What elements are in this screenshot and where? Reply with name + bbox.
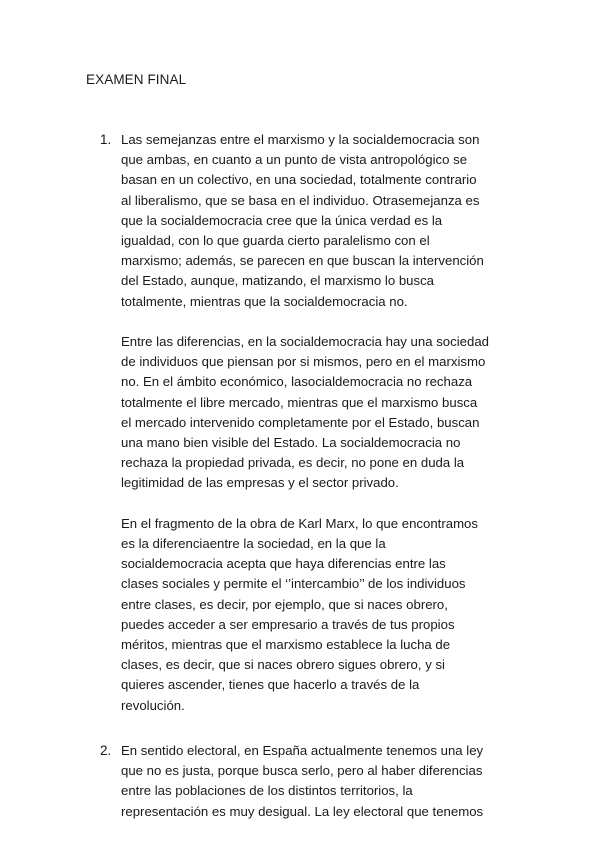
text-line: marxismo; además, se parecen en que buscan la intervención <box>121 253 484 269</box>
text-line: revolución. <box>121 697 185 713</box>
text-line: Entre las diferencias, en la socialdemocracia hay una sociedad <box>121 334 489 350</box>
text-line: del Estado, aunque, matizando, el marxismo lo busca <box>121 273 435 289</box>
text-line: que ambas, en cuanto a un punto de vista antropológico se <box>121 152 468 168</box>
text-line: socialdemocracia acepta que haya diferencias entre las <box>121 556 446 572</box>
paragraph <box>121 514 513 716</box>
text-line: entre clases, es decir, por ejemplo, que si naces obrero, <box>121 596 448 612</box>
text-line: méritos, mientras que el marxismo establece la lucha de <box>121 637 451 653</box>
text-line: totalmente, mientras que la socialdemocracia no. <box>121 293 408 309</box>
paragraph <box>121 130 513 312</box>
text-line: Las semejanzas entre el marxismo y la socialdemocracia son <box>121 132 480 147</box>
text-line: al liberalismo, que se basa en el individuo. Otrasemejanza es <box>121 192 480 208</box>
text-line: es la diferenciaentre la sociedad, en la que la <box>121 536 386 552</box>
text-line: clases, es decir, que si naces obrero sigues obrero, y si <box>121 657 445 673</box>
page-title: EXAMEN FINAL <box>86 72 187 87</box>
list-item-number: 1. <box>100 132 112 147</box>
list-item-body <box>121 130 513 736</box>
text-line: de individuos que piensan por si mismos, pero en el marxismo <box>121 354 486 370</box>
text-line: el mercado intervenido completamente por el Estado, buscan <box>121 414 480 430</box>
text-line: que la socialdemocracia cree que la única verdad es la <box>121 212 443 228</box>
text-line: quieres ascender, tienes que hacerlo a través de la <box>121 677 420 693</box>
text-line: rechaza la propiedad privada, es decir, no pone en duda la <box>121 455 465 471</box>
text-line: En el fragmento de la obra de Karl Marx, lo que encontramos <box>121 515 478 531</box>
text-line: igualdad, con lo que guarda cierto paralelismo con el <box>121 233 430 249</box>
text-line: totalmente el libre mercado, mientras que el marxismo busca <box>121 394 478 410</box>
list-item-number: 2. <box>100 743 112 758</box>
text-line: En sentido electoral, en España actualmente tenemos una ley <box>121 743 484 758</box>
text-line: basan en un colectivo, en una sociedad, totalmente contrario <box>121 172 477 188</box>
text-line: clases sociales y permite el ‘’intercambio’’ de los individuos <box>121 576 466 592</box>
text-line: entre las poblaciones de los distintos territorios, la <box>121 783 413 799</box>
text-line: no. En el ámbito económico, lasocialdemocracia no rechaza <box>121 374 473 390</box>
text-line: una mano bien visible del Estado. La socialdemocracia no <box>121 435 461 451</box>
paragraph <box>121 332 513 494</box>
text-line: puedes acceder a ser empresario a través de tus propios <box>121 616 455 632</box>
text-line: que no es justa, porque busca serlo, pero al haber diferencias <box>121 763 483 779</box>
paragraph <box>121 741 513 822</box>
text-line: representación es muy desigual. La ley electoral que tenemos <box>121 803 484 819</box>
text-line: legitimidad de las empresas y el sector privado. <box>121 475 399 491</box>
list-item-body <box>121 741 513 842</box>
